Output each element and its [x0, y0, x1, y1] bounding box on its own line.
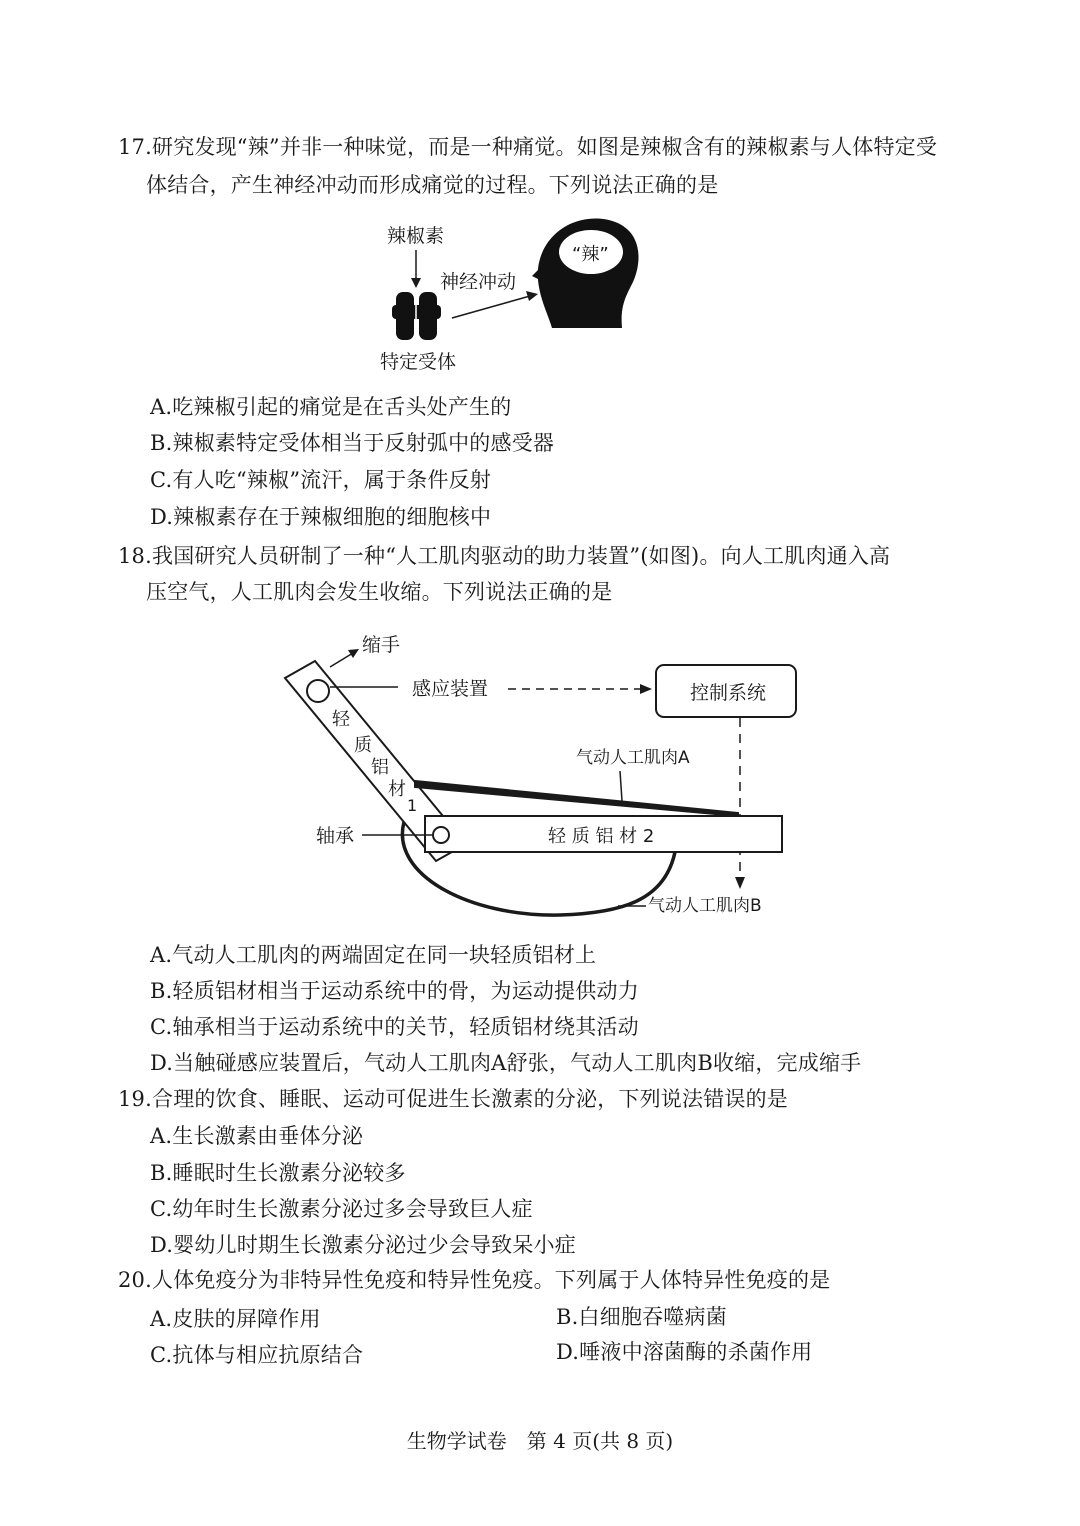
q18-stem-line2: 压空气，人工肌肉会发生收缩。下列说法正确的是 [146, 580, 613, 604]
head-icon [532, 218, 639, 328]
q19-option-b: B.睡眠时生长激素分泌较多 [150, 1161, 406, 1185]
muscle-a-label: 气动人工肌肉A [576, 748, 690, 768]
muscle-a [415, 781, 738, 816]
bar1-char-5: 1 [407, 796, 418, 815]
receptor-icon [392, 292, 441, 340]
bar1-char-2: 质 [354, 735, 372, 756]
q18-option-d: D.当触碰感应装置后，气动人工肌肉A舒张，气动人工肌肉B收缩，完成缩手 [150, 1051, 862, 1075]
control-to-muscle-arrowhead [735, 877, 745, 889]
receptor-label: 特定受体 [380, 351, 457, 373]
q20-option-a: A.皮肤的屏障作用 [150, 1307, 321, 1331]
bar1-char-3: 铝 [371, 757, 389, 778]
retract-label: 缩手 [362, 634, 401, 656]
q20-option-b: B.白细胞吞噬病菌 [556, 1305, 727, 1329]
control-system-label: 控制系统 [690, 682, 767, 704]
sensor-to-control-arrowhead [640, 684, 652, 694]
q18-stem-line1: 18.我国研究人员研制了一种“人工肌肉驱动的助力装置”(如图)。向人工肌肉通入高 [118, 544, 891, 568]
bar2-label: 轻 质 铝 材 2 [548, 826, 655, 847]
q17-stem-line1: 17.研究发现“辣”并非一种味觉，而是一种痛觉。如图是辣椒含有的辣椒素与人体特定受 [118, 135, 938, 159]
q17-figure [370, 210, 650, 380]
q17-option-b: B.辣椒素特定受体相当于反射弧中的感受器 [150, 431, 555, 455]
q18-option-c: C.轴承相当于运动系统中的关节，轻质铝材绕其活动 [150, 1015, 639, 1039]
q18-option-b: B.轻质铝材相当于运动系统中的骨，为运动提供动力 [150, 979, 639, 1003]
q19-option-c: C.幼年时生长激素分泌过多会导致巨人症 [150, 1197, 533, 1221]
q19-stem: 19.合理的饮食、睡眠、运动可促进生长激素的分泌，下列说法错误的是 [118, 1087, 788, 1111]
q18-figure [270, 625, 800, 925]
bearing-label: 轴承 [316, 825, 355, 847]
q17-option-a: A.吃辣椒引起的痛觉是在舌头处产生的 [150, 395, 512, 419]
muscle-b-label: 气动人工肌肉B [648, 896, 762, 916]
bearing-circle [433, 827, 449, 843]
q20-option-d: D.唾液中溶菌酶的杀菌作用 [556, 1340, 813, 1364]
bar1-char-4: 材 [388, 779, 406, 800]
q17-stem-line2: 体结合，产生神经冲动而形成痛觉的过程。下列说法正确的是 [146, 173, 719, 197]
impulse-arrowhead [526, 291, 538, 301]
q18-option-a: A.气动人工肌肉的两端固定在同一块轻质铝材上 [150, 943, 597, 967]
retract-arrow [330, 653, 353, 667]
sensor-label: 感应装置 [412, 678, 489, 700]
impulse-arrow [452, 296, 530, 318]
capsaicin-label: 辣椒素 [387, 225, 445, 247]
muscle-a-leader [620, 771, 622, 801]
sensor-circle [307, 680, 329, 702]
nerve-impulse-label: 神经冲动 [440, 271, 517, 293]
q20-option-c: C.抗体与相应抗原结合 [150, 1343, 364, 1367]
q20-stem: 20.人体免疫分为非特异性免疫和特异性免疫。下列属于人体特异性免疫的是 [118, 1268, 831, 1292]
spicy-label: “辣” [572, 244, 609, 265]
q19-option-d: D.婴幼儿时期生长激素分泌过少会导致呆小症 [150, 1233, 576, 1257]
retract-arrowhead [348, 649, 359, 658]
page-footer: 生物学试卷 第 4 页(共 8 页) [406, 1429, 674, 1453]
q19-option-a: A.生长激素由垂体分泌 [150, 1124, 364, 1148]
q17-option-c: C.有人吃“辣椒”流汗，属于条件反射 [150, 468, 492, 492]
capsaicin-arrowhead [411, 278, 421, 288]
bar1-char-1: 轻 [332, 709, 350, 730]
q17-option-d: D.辣椒素存在于辣椒细胞的细胞核中 [150, 505, 492, 529]
